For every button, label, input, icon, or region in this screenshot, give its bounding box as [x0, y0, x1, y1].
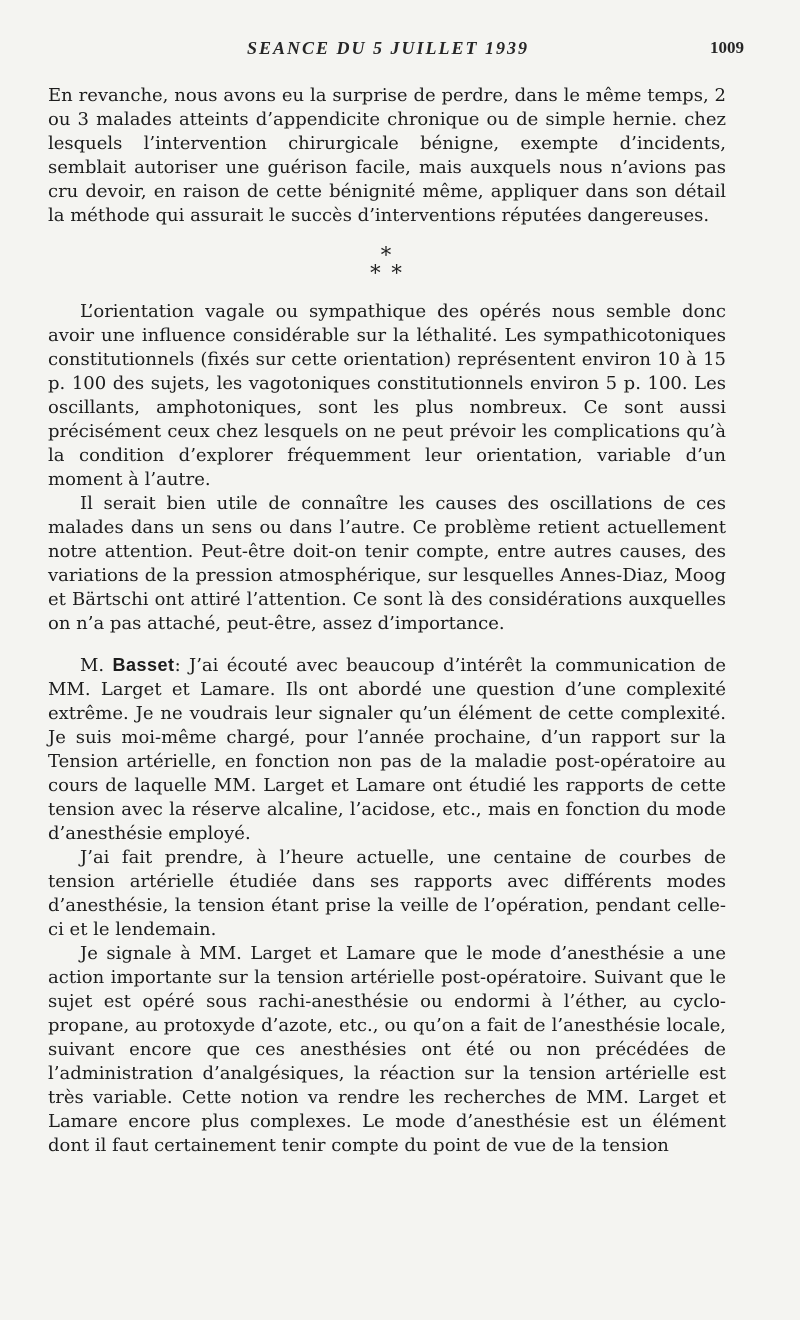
body-text [48, 84, 726, 1158]
paragraph-anesthesie: Je signale à MM. Larget et Lamare que le mode d’anesthésie a une action importante sur la tension artérielle post-opératoire. Suivant que le sujet est opéré sous rachi-anesthésie ou endormi à l’éther, au cyclo-propane, au protoxyde d’azote, etc., ou qu’on a fait de l’anesthésie locale, suivant encore que ces anesthésies ont été ou non précédées de l’administration d’analgésiques, la réaction sur la tension artérielle est très variable. Cette notion va rendre les recherches de MM. Larget et Lamare encore plus complexes. Le mode d’anesthésie est un élément dont il faut certainement tenir compte du point de vue de la tension [48, 943, 726, 1156]
section-gap [48, 636, 726, 653]
paragraph-basset-text: J’ai écouté avec beaucoup d’intérêt la communication de MM. Larget et Lamare. Ils ont abordé une question d’une complexité extrême. Je ne voudrais leur signaler qu’un élément de cette complexité. Je suis moi-même chargé, pour l’année prochaine, d’un rapport sur la Tension artérielle, en fonction non pas de la maladie post-opératoire au cours de laquelle MM. Larget et Lamare ont étudié les rapports de cette tension avec la réserve alcaline, l’acidose, etc., mais en fonction du mode d’anesthésie employé. [48, 655, 726, 844]
speaker-prefix: M. [80, 655, 113, 676]
paragraph-oscillations: Il serait bien utile de connaître les causes des oscillations de ces malades dans un sens ou dans l’autre. Ce problème retient actuellement notre attention. Peut-être doit-on tenir compte, entre autres causes, des variations de la pression atmosphérique, sur lesquelles Annes-Diaz, Moog et Bärtschi ont attiré l’attention. Ce sont là des considérations auxquelles on n’a pas attaché, peut-être, assez d’importance. [48, 493, 726, 634]
asterism-bottom: * * [370, 261, 404, 285]
running-title: SEANCE DU 5 JUILLET 1939 [246, 38, 530, 58]
speaker-colon: : [174, 655, 189, 676]
paragraph-basset-intro [48, 653, 726, 846]
paragraph-courbes: J’ai fait prendre, à l’heure actuelle, une centaine de courbes de tension artérielle étudiée dans ses rapports avec différents modes d’anesthésie, la tension étant prise la veille de l’opération, pendant celle-ci et le lendemain. [48, 847, 726, 940]
paragraph-orientation: L’orientation vagale ou sympathique des opérés nous semble donc avoir une influence considérable sur la léthalité. Les sympathicotoniques constitutionnels (fixés sur cette orientation) représentent environ 10 à 15 p. 100 des sujets, les vagotoniques constitutionnels environ 5 p. 100. Les oscillants, amphotoniques, sont les plus nombreux. Ce sont aussi précisément ceux chez lesquels on ne peut prévoir les complications qu’à la condition d’explorer fréquemment leur orientation, variable d’un moment à l’autre. [48, 301, 726, 490]
asterism-top: * [380, 243, 394, 267]
speaker-name: Basset [112, 655, 175, 675]
paragraph-continuation: En revanche, nous avons eu la surprise de perdre, dans le même temps, 2 ou 3 malades atteints d’appendicite chronique ou de simple hernie. chez lesquels l’intervention chirurgicale bénigne, exempte d’incidents, semblait autoriser une guérison facile, mais auxquels nous n’avions pas cru devoir, en raison de cette bénignité même, appliquer dans son détail la méthode qui assurait le succès d’interventions réputées dangereuses. [48, 85, 726, 226]
page-number: 1009 [710, 38, 744, 57]
asterism-separator [48, 243, 726, 285]
page-header [48, 38, 744, 64]
